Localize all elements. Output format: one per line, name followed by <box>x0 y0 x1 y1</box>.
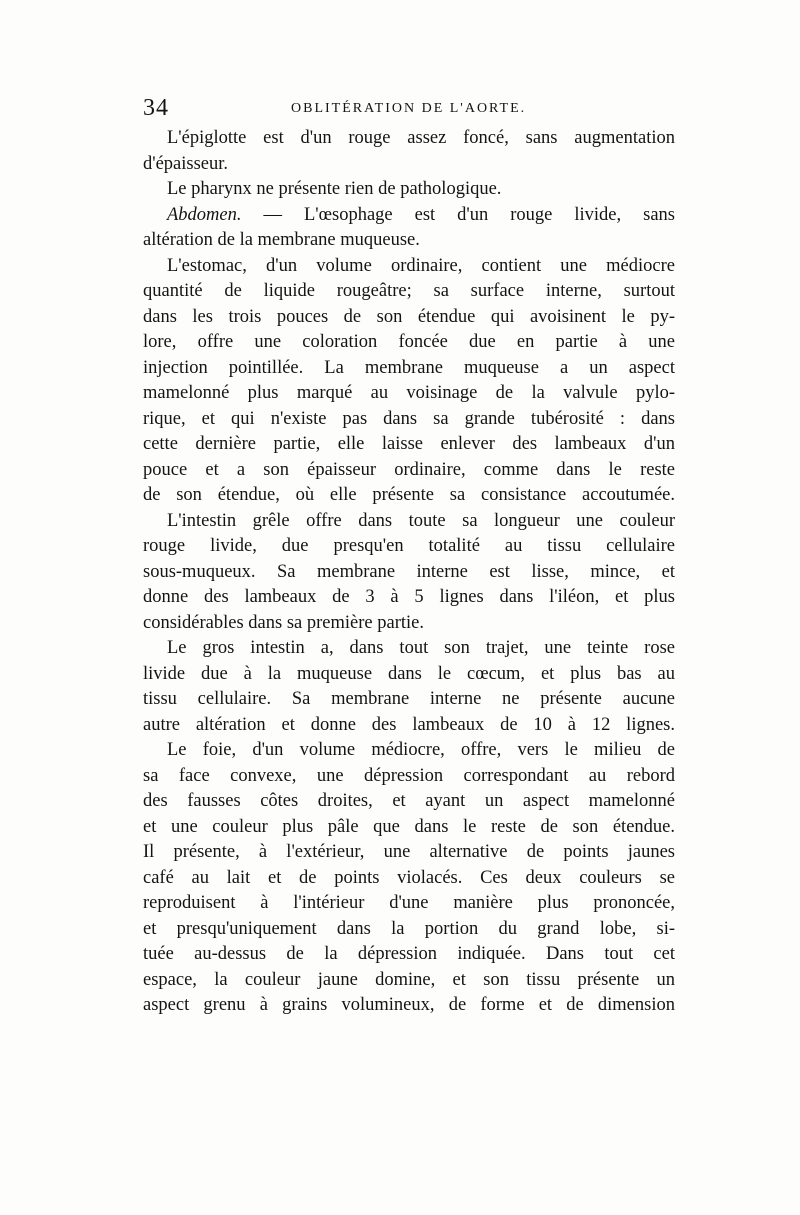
section-label: Abdomen. <box>167 204 242 225</box>
text-line: injection pointillée. La membrane muqueuse a un aspect <box>143 357 675 378</box>
text-line: rique, et qui n'existe pas dans sa grande tubérosité : dans <box>143 408 675 429</box>
text-line: altération de la membrane muqueuse. <box>143 230 420 250</box>
text-line: Il présente, à l'extérieur, une alternative de points jaunes <box>143 842 675 862</box>
text-line: et une couleur plus pâle que dans le reste de son étendue. <box>143 816 675 837</box>
text-line: d'épaisseur. <box>143 153 229 174</box>
text-line: et presqu'uniquement dans la portion du grand lobe, si- <box>143 918 675 939</box>
text-line: tissu cellulaire. Sa membrane interne ne présente aucune <box>143 689 675 709</box>
text-line: livide due à la muqueuse dans le cœcum, et plus bas au <box>143 663 675 684</box>
text-line: L'estomac, d'un volume ordinaire, contient une médiocre <box>167 255 675 276</box>
text-line: mamelonné plus marqué au voisinage de la valvule pylo- <box>143 383 675 403</box>
text-line: dans les trois pouces de son étendue qui avoisinent le py- <box>143 306 675 327</box>
running-title: OBLITÉRATION DE L'AORTE. <box>291 101 527 116</box>
body-text <box>143 126 675 1019</box>
text-line: Le gros intestin a, dans tout son trajet, une teinte rose <box>167 638 675 658</box>
text-line: autre altération et donne des lambeaux de 10 à 12 lignes. <box>143 714 675 735</box>
text-line: espace, la couleur jaune domine, et son tissu présente un <box>143 969 675 990</box>
text-line: sous-muqueux. Sa membrane interne est lisse, mince, et <box>143 561 675 582</box>
text-line: cette dernière partie, elle laisse enlever des lambeaux d'un <box>143 434 675 454</box>
page-header <box>143 94 673 124</box>
text-line: rouge livide, due presqu'en totalité au tissu cellulaire <box>143 536 675 556</box>
text-line: donne des lambeaux de 3 à 5 lignes dans l'iléon, et plus <box>143 587 675 607</box>
text-line: pouce et a son épaisseur ordinaire, comme dans le reste <box>143 459 675 480</box>
text-line: L'épiglotte est d'un rouge assez foncé, sans augmentation <box>167 128 675 148</box>
text-line: sa face convexe, une dépression correspondant au rebord <box>143 765 675 786</box>
text-line: considérables dans sa première partie. <box>143 612 424 633</box>
text-line: tuée au-dessus de la dépression indiquée. Dans tout cet <box>143 944 675 964</box>
text-line <box>143 203 675 229</box>
text-fragment: — L'œsophage est d'un rouge livide, sans <box>263 204 675 225</box>
text-line: café au lait et de points violacés. Ces deux couleurs se <box>143 867 675 888</box>
text-line: L'intestin grêle offre dans toute sa longueur une couleur <box>167 510 675 531</box>
text-line: lore, offre une coloration foncée due en partie à une <box>143 332 675 352</box>
text-line: Le pharynx ne présente rien de pathologique. <box>167 179 502 199</box>
text-line: quantité de liquide rougeâtre; sa surface interne, surtout <box>143 281 675 301</box>
text-line: reproduisent à l'intérieur d'une manière plus prononcée, <box>143 893 675 913</box>
text-line: de son étendue, où elle présente sa consistance accoutumée. <box>143 485 675 505</box>
text-line: Le foie, d'un volume médiocre, offre, vers le milieu de <box>167 740 675 760</box>
text-line: aspect grenu à grains volumineux, de forme et de dimension <box>143 995 675 1015</box>
text-line: des fausses côtes droites, et ayant un aspect mamelonné <box>143 791 675 811</box>
page-number: 34 <box>143 95 169 121</box>
